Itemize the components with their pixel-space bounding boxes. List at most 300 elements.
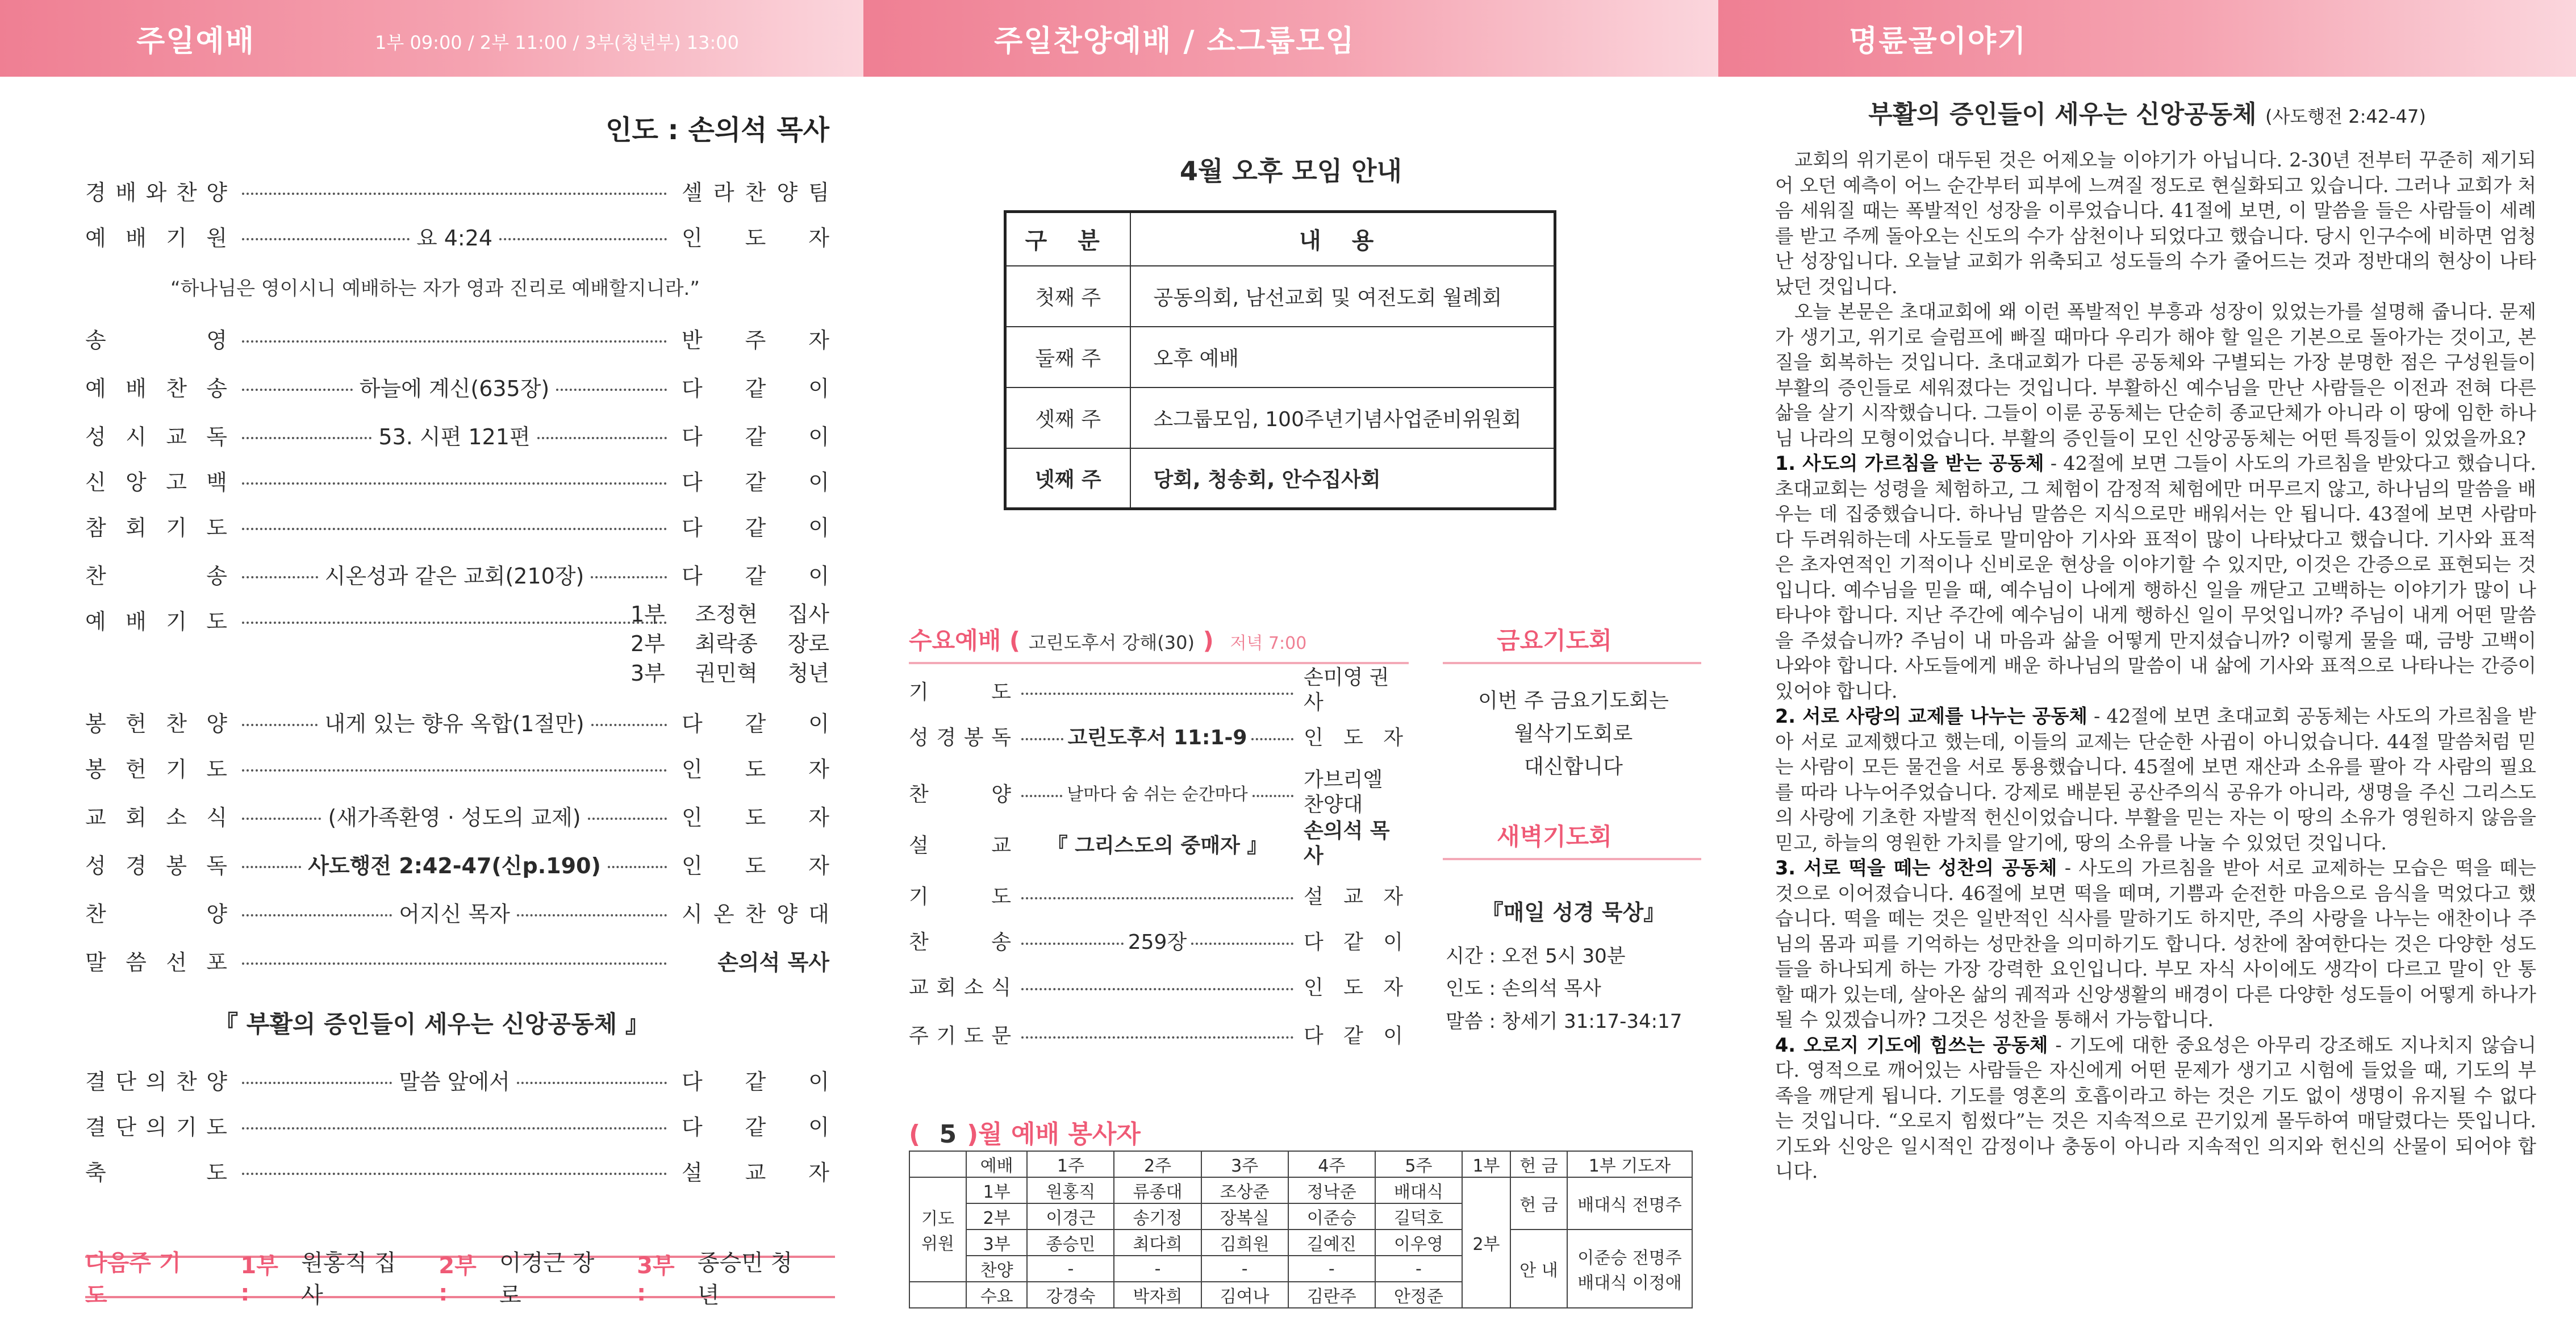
order-label: [85, 706, 227, 737]
order-label-char: 성: [85, 424, 106, 449]
wed-label-char: 주: [909, 1024, 929, 1048]
article-title: [1718, 94, 2576, 130]
wed-label-char: 독: [991, 726, 1011, 749]
meeting-row: [1005, 327, 1555, 387]
wed-person-char: 설: [1304, 885, 1324, 908]
worship-order-item: [85, 895, 829, 929]
wed-person: [1304, 972, 1403, 1001]
worship-prayer-list: [631, 599, 829, 688]
dot-leader: [242, 769, 667, 772]
volunteers-col: 예배: [966, 1151, 1027, 1177]
volunteers-cell: 이우영: [1375, 1230, 1462, 1256]
wed-person-char: 인: [1304, 726, 1324, 749]
dot-leader: [588, 818, 667, 820]
order-person-char: 이: [808, 515, 829, 540]
order-label-char: 기: [166, 225, 187, 251]
order-label-char: 찬: [176, 1069, 197, 1094]
order-person-char: 대: [808, 901, 829, 927]
prayer-service: 3부: [631, 661, 665, 686]
order-label-char: 원: [206, 225, 227, 251]
offering-second-service: 2부: [1462, 1177, 1510, 1308]
praise-title: 주일찬양예배 / 소그룹모임: [994, 24, 1355, 59]
dot-leader: [242, 914, 392, 916]
meeting-content: 소그룹모임, 100주년기념사업준비위원회: [1130, 387, 1555, 448]
wed-label-char: 교: [991, 833, 1011, 857]
point-body: - 42절에 보면 초대교회 공동체는 사도의 가르침을 받아 서로 교제했다고 했는데, 이들의 교제는 단순한 사귐이 아니었습니다. 44절 말씀처럼 믿는 사람이 모든 물건을 서로 통용했습니다. 45절에 보면 재산과 소유를 팔아 각 사람의 필요를 따라 나누어주었습니다. 강제로 배분된 공산주의식 공유가 아니라, 생명을 주신 그리스도의 사랑에 기초한 자발적 헌신이었습니다. 부활을 믿는 자는 이 땅의 소유가 영원하지 않음을 믿고, 하늘의 영원한 가치를 알기에, 땅의 소유를 나눌 수 있었던 것입니다.: [1775, 705, 2537, 854]
wed-person-char: 자: [1383, 726, 1403, 749]
order-person-char: 다: [682, 1069, 703, 1094]
order-person-char: 이: [808, 563, 829, 589]
order-person-char: 도: [745, 225, 766, 251]
prayer-name: 조정현: [695, 602, 758, 627]
dot-leader: [1021, 693, 1293, 695]
meeting-week: 첫째 주: [1005, 266, 1130, 327]
order-person: [682, 510, 829, 541]
volunteers-cell: 최다희: [1114, 1230, 1201, 1256]
wed-label: [909, 1020, 1011, 1049]
order-content: 내게 있는 향유 옥합(1절만): [324, 711, 584, 736]
volunteers-cell-blank: [909, 1282, 966, 1308]
wed-label: [909, 676, 1011, 705]
wednesday-order-item: [909, 764, 1403, 821]
dawn-divider: [1443, 858, 1701, 860]
order-person: [682, 800, 829, 831]
scripture-quote: “하나님은 영이시니 예배하는 자가 영과 진리로 예배할지니라.”: [170, 277, 700, 300]
worship-order-item: [85, 509, 829, 543]
wed-label-char: 도: [991, 885, 1011, 908]
order-label-char: 영: [206, 327, 227, 353]
order-label-char: 와: [145, 180, 167, 205]
order-detail: [235, 1124, 674, 1126]
order-label-char: 말: [85, 949, 106, 975]
worship-order-item: [85, 1062, 829, 1097]
dot-leader: [591, 576, 667, 578]
worship-order-item: [85, 369, 829, 403]
order-person-char: 이: [808, 1069, 829, 1094]
order-label: [85, 1110, 227, 1141]
prayer-entry: [631, 659, 829, 688]
volunteers-cell: 길예진: [1288, 1230, 1375, 1256]
worship-order-item: [85, 705, 829, 739]
volunteers-col: 5주: [1375, 1151, 1462, 1177]
volunteers-col-blank: [909, 1151, 966, 1177]
dot-leader: [242, 1127, 667, 1130]
dot-leader: [1021, 795, 1062, 797]
offering-cat: 헌 금: [1510, 1177, 1567, 1230]
order-label: [85, 752, 227, 783]
volunteers-cell: 수요: [966, 1282, 1027, 1308]
order-label: [85, 371, 227, 402]
order-label: [85, 419, 227, 451]
volunteers-table: [909, 1151, 1693, 1308]
order-label-char: 교: [166, 424, 187, 449]
order-label-char: 결: [85, 1114, 106, 1140]
wed-label-char: 성: [909, 726, 929, 749]
order-person-char: 다: [682, 711, 703, 736]
wed-label: [909, 722, 1011, 751]
next-prayer-name: 이경근 장로: [499, 1249, 595, 1308]
order-person-char: 인: [682, 225, 703, 251]
dot-leader: [242, 482, 667, 485]
meeting-col-content: 내 용: [1130, 212, 1555, 266]
wed-person: 가브리엘 찬양대: [1304, 768, 1383, 816]
wednesday-divider: [909, 662, 1409, 664]
order-person-char: 다: [682, 424, 703, 449]
offering-person: 이준승 전명주 배대식 이정애: [1567, 1230, 1692, 1308]
volunteers-title: [909, 1114, 1141, 1150]
order-detail: [235, 1169, 674, 1172]
order-label-char: 도: [206, 756, 227, 782]
order-label-char: 경: [85, 180, 106, 205]
order-person: [682, 1155, 829, 1186]
order-label-char: 참: [85, 515, 106, 540]
order-person-char: 자: [808, 327, 829, 353]
dot-leader: [537, 437, 667, 439]
order-person-char: 도: [745, 756, 766, 782]
order-label-char: 신: [85, 469, 106, 495]
order-person-char: 이: [808, 469, 829, 495]
wed-detail: [1017, 722, 1298, 751]
prayer-name: 권민혁: [695, 661, 758, 686]
prayer-role: 장로: [787, 631, 829, 656]
dot-leader: [1251, 738, 1293, 740]
point-heading: 2. 서로 사랑의 교제를 나누는 공동체: [1775, 705, 2087, 727]
order-label-char: 도: [206, 609, 227, 634]
order-person-char: 같: [745, 1114, 766, 1140]
article-paragraph: 오늘 본문은 초대교회에 왜 이런 폭발적인 부흥과 성장이 있었는가를 설명해 줍니다. 문제가 생기고, 위기로 슬럼프에 빠질 때마다 우리가 해야 할 일은 기본으로 돌아가는 것이고, 본질을 회복하는 것입니다. 초대교회가 다른 공동체와 구별되는 가장 분명한 점은 구성원들이 부활의 증인들로 세워졌다는 것입니다. 부활하신 예수님을 만난 사람들은 이전과 전혀 다른 삶을 살기 시작했습니다. 그들이 이룬 공동체는 단순히 종교단체가 아니라 이 땅에 임한 하나님 나라의 모형이었습니다. 부활의 증인들이 모인 신앙공동체는 어떤 특징들이 있었을까요?: [1775, 301, 2536, 449]
order-person: [682, 175, 829, 206]
dot-leader: [1021, 988, 1293, 990]
wed-label-char: 봉: [963, 726, 984, 749]
wednesday-order-item: [909, 719, 1403, 753]
meeting-table: [1004, 210, 1556, 510]
wednesday-open: (: [1009, 627, 1021, 655]
order-label-char: 헌: [126, 711, 147, 736]
order-person-char: 설: [682, 1160, 703, 1185]
worship-header: [0, 0, 863, 77]
wed-person-char: 다: [1304, 1024, 1324, 1048]
wed-label: [909, 972, 1011, 1001]
dot-leader: [517, 1082, 667, 1084]
dawn-line: 시간 : 오전 5시 30분: [1446, 945, 1626, 968]
wed-person-char: 인: [1304, 976, 1324, 999]
dot-leader: [1021, 1036, 1293, 1039]
next-prayer-name: 종승민 청년: [697, 1249, 793, 1308]
meeting-content: 당회, 청송회, 안수집사회: [1130, 448, 1555, 509]
worship-order-item: [85, 1153, 829, 1187]
dot-leader: [242, 389, 353, 391]
volunteers-cell: 안정준: [1375, 1282, 1462, 1308]
order-content: 53. 시편 121편: [378, 424, 531, 449]
volunteers-cell: 이경근: [1027, 1203, 1114, 1230]
order-person: [682, 371, 829, 402]
story-title: 명륜골이야기: [1849, 24, 2027, 59]
volunteers-month: 5: [939, 1120, 957, 1149]
point-heading: 3. 서로 떡을 떼는 성찬의 공동체: [1775, 857, 2057, 879]
wed-content: 고린도후서 11:1-9: [1067, 726, 1247, 749]
order-label-char: 포: [206, 949, 227, 975]
order-label-char: 찬: [166, 376, 187, 401]
wed-label-char: 기: [909, 680, 929, 704]
order-detail: [235, 189, 674, 191]
dot-leader: [608, 866, 667, 868]
wednesday-order-item: [909, 969, 1403, 1003]
order-person-char: 셀: [682, 180, 703, 205]
volunteers-cell: -: [1201, 1256, 1288, 1282]
worship-title: 주일예배: [136, 24, 255, 59]
order-label-char: 찬: [85, 563, 106, 589]
article-point: [1775, 704, 2536, 856]
order-label-char: 선: [166, 949, 187, 975]
dot-leader: [591, 724, 667, 726]
wed-detail: [1017, 926, 1298, 955]
wed-person: [1304, 926, 1403, 955]
wed-person: [1304, 1020, 1403, 1049]
order-content: 사도행전 2:42-47(신p.190): [308, 853, 601, 878]
wed-person-char: 자: [1383, 976, 1403, 999]
prayer-entry: [631, 629, 829, 659]
point-body: - 기도에 대한 중요성은 아무리 강조해도 지나치지 않습니다. 영적으로 깨어있는 사람들은 자신에게 어떤 문제가 생기고 시험에 들었을 때, 기도의 부족을 깨닫게 됩니다. 기도를 영혼의 호흡이라고 하는 것은 기도 없이 생명이 유지될 수 없다는 것입니다. “오로지 힘썼다”는 것은 지속적으로 끈기있게 몰두하여 매달렸다는 뜻입니다. 기도와 신앙은 일시적인 감정이나 충동이 아니라 지속적인 의지와 헌신의 산물이 되어야 합니다.: [1775, 1033, 2536, 1182]
wednesday-time: 저녁 7:00: [1230, 634, 1307, 653]
praise-header: [863, 0, 1718, 77]
volunteers-cell: 강경숙: [1027, 1282, 1114, 1308]
order-person-char: 시: [682, 901, 703, 927]
order-content: 어지신 목자: [399, 901, 510, 927]
volunteers-cell: 김희원: [1201, 1230, 1288, 1256]
dawn-line: 말씀 : 창세기 31:17-34:17: [1446, 1010, 1682, 1033]
order-person: [682, 559, 829, 590]
wed-person-char: 이: [1383, 1024, 1403, 1048]
wed-label-char: 경: [936, 726, 957, 749]
order-label-char: 헌: [126, 756, 147, 782]
order-detail: [235, 419, 674, 451]
volunteers-col: 2주: [1114, 1151, 1201, 1177]
offering-cat: 안 내: [1510, 1230, 1567, 1308]
wednesday-title: [909, 622, 1306, 656]
wed-label-char: 문: [991, 1024, 1011, 1048]
wed-label-char: 도: [963, 1024, 984, 1048]
wed-person-char: 도: [1343, 976, 1363, 999]
dot-leader: [556, 389, 667, 391]
meeting-content: 오후 예배: [1130, 327, 1555, 387]
order-person-char: 인: [682, 805, 703, 830]
order-person-char: 인: [682, 853, 703, 878]
worship-order-item: [85, 219, 829, 253]
wed-detail: [1017, 1033, 1298, 1035]
volunteers-title-text: )월 예배 봉사자: [967, 1120, 1141, 1149]
worship-order-item: [85, 943, 829, 977]
volunteers-cell: 찬양: [966, 1256, 1027, 1282]
order-label-char: 회: [126, 805, 147, 830]
meeting-content: 공동의회, 남선교회 및 여전도회 월례회: [1130, 266, 1555, 327]
wed-label-char: 회: [936, 976, 957, 999]
wed-content: 날마다 숨 쉬는 순간마다: [1067, 785, 1248, 805]
article-title-text: 부활의 증인들이 세우는 신앙공동체: [1868, 100, 2257, 129]
order-person-char: 이: [808, 1114, 829, 1140]
dot-leader: [242, 238, 410, 240]
order-label: [85, 559, 227, 590]
order-label: [85, 220, 227, 252]
wed-detail: [1017, 780, 1298, 805]
order-label-char: 송: [85, 327, 106, 353]
point-heading: 1. 사도의 가르침을 받는 공동체: [1775, 452, 2044, 474]
prayer-entry: [631, 599, 829, 629]
volunteers-row: [909, 1177, 1692, 1203]
order-label: [85, 175, 227, 206]
order-label-char: 송: [206, 563, 227, 589]
praise-panel: [863, 0, 1718, 1342]
order-label-char: 회: [126, 515, 147, 540]
dot-leader: [242, 193, 667, 195]
order-label-char: 의: [145, 1114, 167, 1140]
dot-leader: [242, 962, 667, 965]
order-person-char: 자: [808, 853, 829, 878]
order-label-char: 예: [85, 609, 106, 634]
volunteers-cell: 2부: [966, 1203, 1027, 1230]
dot-leader: [242, 622, 667, 624]
volunteers-cell: 류종대: [1114, 1177, 1201, 1203]
order-label-char: 씀: [126, 949, 147, 975]
next-week-prayer: [85, 1249, 835, 1308]
dot-leader: [242, 1082, 392, 1084]
wednesday-order-item: [909, 878, 1403, 912]
order-label-char: 고: [166, 469, 187, 495]
dot-leader: [242, 818, 321, 820]
wed-person: 손의석 목사: [1304, 819, 1390, 868]
sermon-title: 『 부활의 증인들이 세우는 신앙공동체 』: [214, 1010, 649, 1038]
wed-label-char: 찬: [909, 782, 929, 806]
dot-leader: [1191, 943, 1293, 945]
order-label-char: 기: [166, 515, 187, 540]
article-point: [1775, 856, 2536, 1033]
meeting-week: 셋째 주: [1005, 387, 1130, 448]
wed-content: 『 그리스도의 중매자 』: [1047, 833, 1268, 857]
order-label: [85, 510, 227, 541]
volunteers-cell: 김여나: [1201, 1282, 1288, 1308]
order-detail: [235, 559, 674, 590]
offering-person-header: 1부 기도자: [1567, 1151, 1692, 1177]
order-person-char: 양: [776, 180, 798, 205]
point-heading: 4. 오로지 기도에 힘쓰는 공동체: [1775, 1033, 2048, 1056]
dawn-subtitle: 『매일 성경 묵상』: [1481, 899, 1665, 925]
wed-label-char: 식: [991, 976, 1011, 999]
meeting-week: 넷째 주: [1005, 448, 1130, 509]
order-label-char: 도: [206, 1114, 227, 1140]
order-person-char: 도: [745, 853, 766, 878]
volunteers-cell: -: [1114, 1256, 1201, 1282]
wed-label-char: 교: [909, 976, 929, 999]
order-label-char: 양: [206, 901, 227, 927]
order-label-char: 시: [126, 424, 147, 449]
wed-label: [909, 881, 1011, 910]
order-content: 요 4:24: [416, 225, 493, 251]
dot-leader: [242, 866, 301, 868]
order-detail: [235, 897, 674, 928]
wed-label: [909, 926, 1011, 955]
order-person-char: 다: [682, 515, 703, 540]
order-label: [85, 897, 227, 928]
order-person: [682, 706, 829, 737]
order-person: [682, 465, 829, 496]
order-person-char: 같: [745, 1069, 766, 1094]
dawn-line: 인도 : 손의석 목사: [1446, 977, 1601, 1000]
order-person-char: 같: [745, 469, 766, 495]
next-prayer-label: 1부 :: [240, 1253, 278, 1306]
dot-leader: [1021, 897, 1293, 899]
order-detail: [235, 959, 674, 961]
wed-person-char: 같: [1343, 930, 1363, 954]
dot-leader: [242, 437, 371, 439]
volunteers-col: 1주: [1027, 1151, 1114, 1177]
order-label: [85, 945, 227, 976]
order-person-char: 자: [808, 1160, 829, 1185]
wednesday-close: ): [1203, 627, 1214, 655]
order-label: [85, 1064, 227, 1095]
worship-leader: 인도 : 손의석 목사: [606, 114, 829, 146]
order-label-char: 도: [206, 1160, 227, 1185]
order-label: [85, 604, 227, 635]
dawn-title: 새벽기도회: [1497, 823, 1612, 851]
meeting-row: [1005, 387, 1555, 448]
volunteers-cell: 박자희: [1114, 1282, 1201, 1308]
order-content: 말씀 앞에서: [399, 1069, 510, 1094]
order-person: [682, 1064, 829, 1095]
friday-text-block: [1448, 685, 1698, 783]
order-label-char: 봉: [85, 711, 106, 736]
volunteers-cell: 이준승: [1288, 1203, 1375, 1230]
wed-label-char: 설: [909, 833, 929, 857]
order-detail: [235, 371, 674, 402]
order-person-char: 라: [713, 180, 734, 205]
order-label-char: 백: [206, 469, 227, 495]
wed-person: [1304, 722, 1403, 751]
offering-cat-header: 헌 금: [1510, 1151, 1567, 1177]
order-label-char: 교: [85, 805, 106, 830]
order-label-char: 소: [166, 805, 187, 830]
article-paragraph: 교회의 위기론이 대두된 것은 어제오늘 이야기가 아닙니다. 2-30년 전부터 꾸준히 제기되어 오던 예측이 어느 순간부터 피부에 느껴질 정도로 현실화되고 있습니다. 그러나 교회가 처음 세워질 때는 폭발적인 성장을 이루었습니다. 41절에 보면, 이 말씀을 들은 사람들이 세례를 받고 주께 돌아오는 신도의 수가 삼천이나 되었다고 했습니다. 당시 인구수에 비하면 엄청난 성장입니다. 오늘날 교회가 위축되고 성도들의 수가 줄어드는 것과 정반대의 현상이 나타났던 것입니다.: [1775, 149, 2536, 298]
volunteers-cell: -: [1375, 1256, 1462, 1282]
order-label-char: 찬: [176, 180, 197, 205]
volunteers-cell: 조상준: [1201, 1177, 1288, 1203]
wed-person: [1304, 881, 1403, 910]
worship-order-item: [85, 321, 829, 355]
order-label-char: 봉: [166, 853, 187, 878]
wednesday-order-item: [909, 819, 1403, 868]
order-label-char: 양: [206, 1069, 227, 1094]
order-person: [682, 752, 829, 783]
wed-detail: [1017, 830, 1298, 858]
dot-leader: [242, 1173, 667, 1175]
order-label-char: 결: [85, 1069, 106, 1094]
order-detail: [235, 1064, 674, 1095]
dot-leader: [242, 576, 318, 578]
next-prayer-name: 원홍직 집사: [301, 1249, 396, 1308]
wednesday-order-item: [909, 1017, 1403, 1051]
order-label-char: 식: [206, 805, 227, 830]
point-body: - 42절에 보면 그들이 사도의 가르침을 받았다고 했습니다. 초대교회는 성령을 체험하고, 그 체험이 감정적 체험에만 머무르지 않고, 하나님의 말씀을 배우는 데 집중했습니다. 하나님 말씀은 지식으로만 배워서는 안 됩니다. 43절에 보면 사람마다 두려워하는데 사도들로 말미암아 기사와 표적이 많이 나타났다고 했습니다. 기사와 표적은 초자연적인 기적이나 신비로운 현상을 이야기할 수 있지만, 이것은 간증으로 표현되는 것입니다. 예수님을 믿을 때, 예수님이 나에게 행하신 일을 깨닫고 고백하는 이야기가 많이 나타나야 합니다. 지난 주간에 예수님이 내게 행하신 일이 무엇입니까? 주님이 내게 어떤 말씀을 주셨습니까? 주님이 내 마음과 삶을 어떻게 만지셨습니까? 이렇게 물을 때, 금방 고백이 나와야 합니다. 사도들에게 배운 하나님의 말씀이 내 삶에 기사와 표적으로 나타나는 간증이 있어야 합니다.: [1775, 452, 2536, 702]
meeting-row: [1005, 266, 1555, 327]
wednesday-series: 고린도후서 강해(30): [1028, 632, 1195, 653]
order-label: [85, 465, 227, 496]
prayer-service: 1부: [631, 602, 665, 627]
order-person-char: 이: [808, 376, 829, 401]
order-label-char: 기: [176, 1114, 197, 1140]
worship-order-item: [85, 418, 829, 452]
order-label-char: 경: [126, 853, 147, 878]
volunteers-header-row: [909, 1151, 1692, 1177]
order-label-char: 단: [115, 1069, 137, 1094]
meeting-header-row: [1005, 212, 1555, 266]
